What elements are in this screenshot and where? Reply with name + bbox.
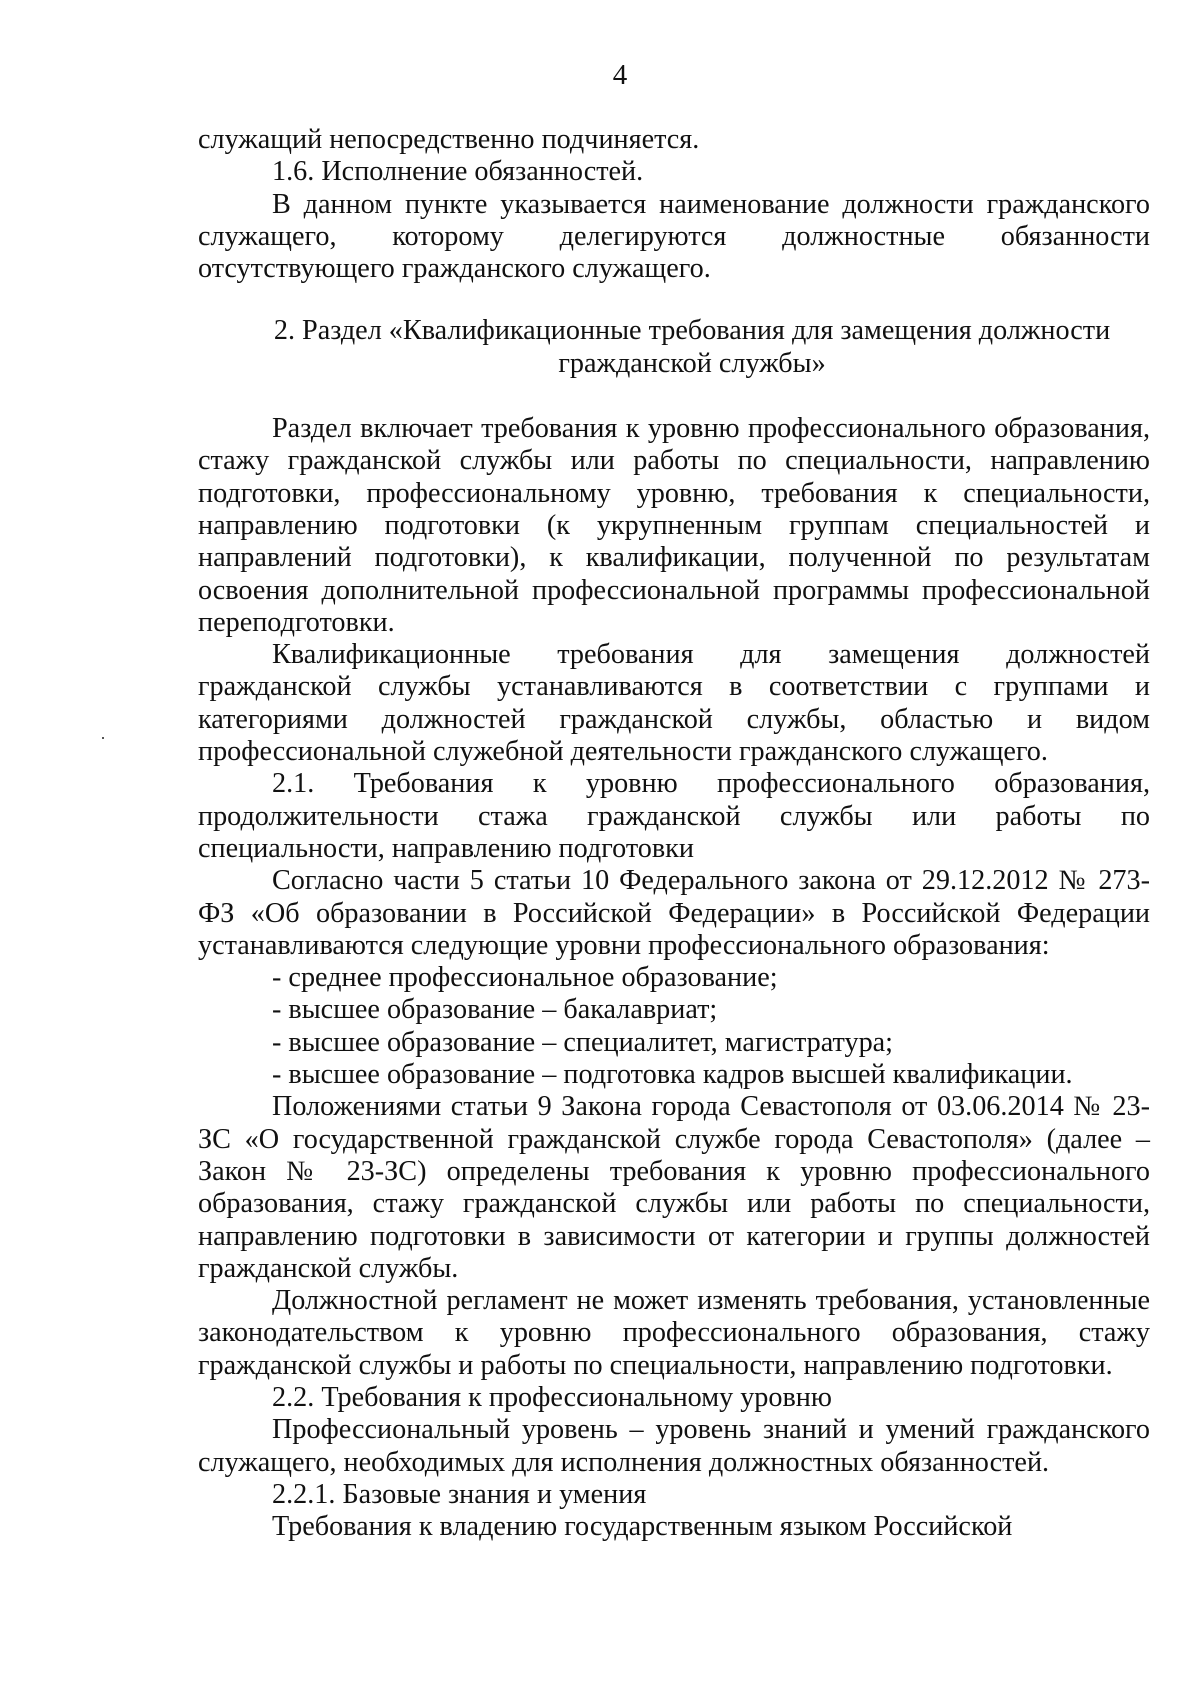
paragraph-sevastopol-law-reference: Положениями статьи 9 Закона города Севастополя от 03.06.2014 № 23-ЗС «О государственной гражданской службе города Севастополя» (далее – Закон № 23-ЗС) определены требования к уровню профессионального образования, стажу гражданской службы или работы по специальности, направлению подготовки в зависимости от категории и группы должностей гражданской службы. (198, 1091, 1150, 1284)
paragraph-item-1-6-description: В данном пункте указывается наименование должности гражданского служащего, которому делегируются должностные обязанности отсутствующего гражданского служащего. (198, 188, 1150, 285)
list-item: - высшее образование – специалитет, магистратура; (272, 1026, 894, 1058)
paragraph-regulation-limits: Должностной регламент не может изменять требования, установленные законодательством к уровню профессионального образования, стажу гражданской службы и работы по специальности, направлению подготовки. (198, 1285, 1150, 1381)
paragraph-language-requirements: Требования к владению государственным языком Российской (272, 1511, 1013, 1543)
scan-dot-mark (102, 737, 104, 739)
paragraph-continuation: служащий непосредственно подчиняется. (198, 124, 700, 155)
list-item: - высшее образование – подготовка кадров высшей квалификации. (272, 1059, 1073, 1091)
spacer (198, 380, 1150, 413)
paragraph-item-1-6: 1.6. Исполнение обязанностей. (272, 156, 644, 188)
spacer (198, 285, 1150, 315)
list-item: - среднее профессиональное образование; (272, 962, 778, 994)
paragraph-section-2-intro: Раздел включает требования к уровню профессионального образования, стажу гражданской службы или работы по специальности, направлению подготовки, профессиональному уровню, требования к специальности, направлению подготовки (к укрупненным группам специальностей и направлений подготовки), к квалификации, полученной по результатам освоения дополнительной профессиональной программы профессиональной переподготовки. (198, 413, 1150, 638)
paragraph-professional-level-definition: Профессиональный уровень – уровень знаний и умений гражданского служащего, необходимых для исполнения должностных обязанностей. (198, 1414, 1150, 1478)
document-body (198, 124, 1150, 1543)
section-2-heading-line-1: 2. Раздел «Квалификационные требования для замещения должности (273, 315, 1111, 347)
list-item: - высшее образование – бакалавриат; (272, 994, 718, 1026)
paragraph-qualification-requirements: Квалификационные требования для замещения должностей гражданской службы устанавливаются в соответствии с группами и категориями должностей гражданской службы, областью и видом профессиональной служебной деятельности гражданского служащего. (198, 639, 1150, 768)
paragraph-item-2-2-1: 2.2.1. Базовые знания и умения (272, 1478, 647, 1510)
paragraph-federal-law-reference: Согласно части 5 статьи 10 Федерального закона от 29.12.2012 № 273-ФЗ «Об образовании в Российской Федерации» в Российской Федерации устанавливаются следующие уровни профессионального образования: (198, 865, 1150, 961)
page-number: 4 (612, 59, 628, 91)
paragraph-item-2-1: 2.1. Требования к уровню профессионального образования, продолжительности стажа гражданской службы или работы по специальности, направлению подготовки (198, 768, 1150, 864)
paragraph-item-2-2: 2.2. Требования к профессиональному уровню (272, 1381, 832, 1413)
section-2-heading-line-2: гражданской службы» (558, 347, 826, 379)
